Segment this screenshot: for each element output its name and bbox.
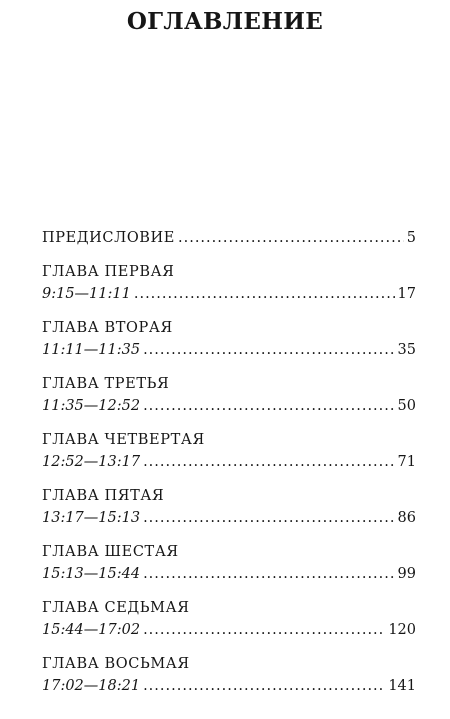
- toc-page-number: 86: [397, 510, 416, 526]
- toc-entry-label: ПРЕДИСЛОВИЕ: [42, 230, 175, 246]
- chapter-title: ГЛАВА ВОСЬМАЯ: [42, 656, 190, 672]
- dot-leader: [143, 342, 394, 358]
- chapter-block: [42, 370, 416, 426]
- page-title: ОГЛАВЛЕНИЕ: [126, 8, 324, 35]
- chapter-title: ГЛАВА СЕДЬМАЯ: [42, 600, 190, 616]
- toc-entry-chapter[interactable]: [42, 286, 416, 314]
- toc-page-number: 71: [397, 454, 416, 470]
- dot-leader: [143, 678, 385, 694]
- toc-entry-chapter[interactable]: [42, 566, 416, 594]
- chapter-time-range: 13:17—15:13: [42, 510, 141, 526]
- dot-leader: [143, 454, 394, 470]
- toc-entry-preface[interactable]: [42, 230, 416, 258]
- dot-leader: [143, 398, 394, 414]
- chapter-time-range: 17:02—18:21: [42, 678, 141, 694]
- toc-page-number: 17: [397, 286, 416, 302]
- chapter-time-range: 15:44—17:02: [42, 622, 141, 638]
- chapter-block: [42, 426, 416, 482]
- toc-entry-chapter[interactable]: [42, 622, 416, 650]
- chapter-block: [42, 482, 416, 538]
- toc-page-number: 99: [397, 566, 416, 582]
- toc-entry-chapter[interactable]: [42, 454, 416, 482]
- chapter-title: ГЛАВА ПЯТАЯ: [42, 488, 165, 504]
- toc-page-number: 50: [397, 398, 416, 414]
- chapter-time-range: 12:52—13:17: [42, 454, 141, 470]
- table-of-contents: [42, 230, 416, 706]
- chapter-title: ГЛАВА ВТОРАЯ: [42, 320, 173, 336]
- chapter-block: [42, 650, 416, 706]
- toc-entry-chapter[interactable]: [42, 342, 416, 370]
- chapter-time-range: 15:13—15:44: [42, 566, 141, 582]
- toc-entry-chapter[interactable]: [42, 398, 416, 426]
- chapter-time-range: 11:11—11:35: [42, 342, 141, 358]
- toc-page-number: 35: [397, 342, 416, 358]
- chapter-title: ГЛАВА ТРЕТЬЯ: [42, 376, 170, 392]
- chapter-title: ГЛАВА ШЕСТАЯ: [42, 544, 179, 560]
- dot-leader: [134, 286, 395, 302]
- toc-entry-chapter[interactable]: [42, 510, 416, 538]
- chapter-block: [42, 258, 416, 314]
- dot-leader: [143, 510, 394, 526]
- chapter-block: [42, 538, 416, 594]
- toc-entry-chapter[interactable]: [42, 678, 416, 706]
- chapter-title: ГЛАВА ЧЕТВЕРТАЯ: [42, 432, 205, 448]
- dot-leader: [143, 566, 394, 582]
- toc-page-number: 141: [388, 678, 416, 694]
- dot-leader: [178, 230, 404, 246]
- dot-leader: [143, 622, 385, 638]
- chapter-time-range: 11:35—12:52: [42, 398, 141, 414]
- chapter-block: [42, 314, 416, 370]
- chapter-time-range: 9:15—11:11: [42, 286, 131, 302]
- toc-page-number: 120: [388, 622, 416, 638]
- chapter-title: ГЛАВА ПЕРВАЯ: [42, 264, 175, 280]
- chapter-block: [42, 594, 416, 650]
- toc-page-number: 5: [406, 230, 416, 246]
